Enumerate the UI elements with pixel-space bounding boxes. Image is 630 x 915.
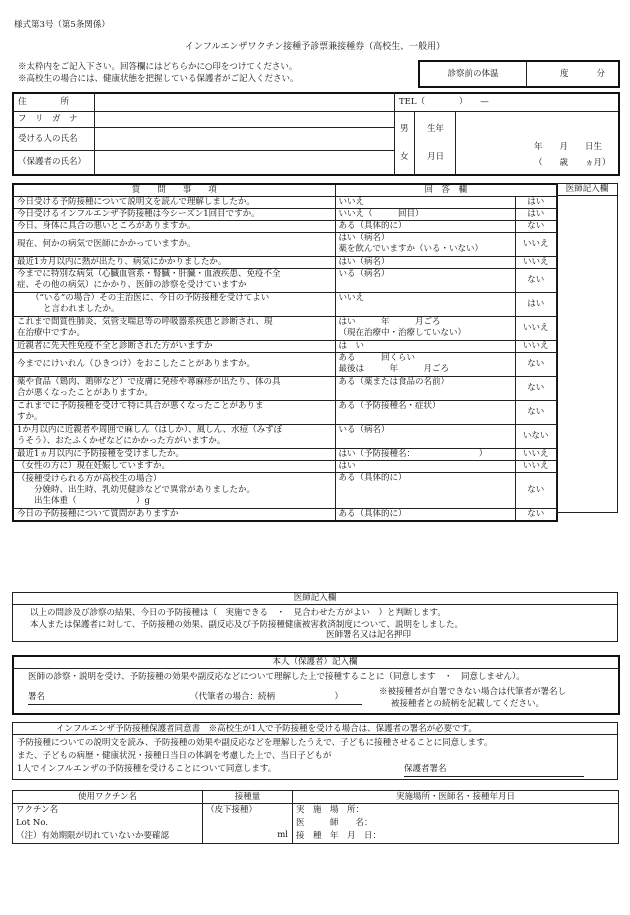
answer-option-a[interactable]: 薬を飲んでいますか（いる・いない）: [338, 243, 484, 254]
male-option[interactable]: 男: [400, 124, 409, 134]
question-row: [13, 448, 557, 460]
question-row: [13, 400, 557, 424]
answer-option-a[interactable]: はい（病名）: [338, 232, 390, 243]
question-row: [13, 508, 557, 521]
answer-option-b[interactable]: ない: [515, 352, 557, 376]
instruction-note-2: ※高校生の場合には、健康状態を把握している保護者がご記入ください。: [18, 74, 299, 84]
consent-statement[interactable]: 医師の診察・説明を受け、予防接種の効果や副反応などについて理解した上で接種することに（同意します ・ 同意しません）。: [28, 672, 525, 682]
birthdate-field[interactable]: 年 月 日生: [534, 142, 603, 152]
place-header: 実施場所・医師名・接種年月日: [293, 791, 619, 804]
question-text: （接種受けられる方が高校生の場合）: [17, 473, 162, 484]
question-text: 症、その他の病気）にかかり、医師の診察を受けていますか: [17, 280, 247, 290]
guardian-consent-title: インフルエンザ予防接種保護者同意書 ※高校生が1人で予防接種を受ける場合は、保護者の署名が必要です。: [56, 724, 477, 734]
answer-option-b[interactable]: いいえ: [515, 232, 557, 256]
question-text: これまで間質性肺炎、気管支喘息等の呼吸器系疾患と診断され、現: [17, 317, 273, 327]
age-field: （ 歳 ヵ月）: [534, 158, 611, 168]
question-text: 最近1ヵ月以内に予防接種を受けましたか。: [17, 448, 184, 459]
answer-option-b[interactable]: ない: [515, 400, 557, 424]
answer-option-a[interactable]: ある（具体的に）: [338, 472, 407, 483]
vaccine-name-header: 使用ワクチン名: [13, 791, 203, 804]
answer-option-b[interactable]: はい: [515, 208, 557, 220]
answer-option-b[interactable]: はい: [515, 292, 557, 316]
question-row: [13, 268, 557, 292]
doctor-signature-field[interactable]: 医師署名又は記名押印: [326, 630, 412, 640]
question-row: [13, 292, 557, 316]
guardian-consent-line-1: 予防接種についての説明文を読み、予防接種の効果や副反応などを理解したうえで、子どもに接種させることに同意します。: [17, 738, 493, 748]
expiry-note: （注）有効期限が切れていないか要確認: [16, 831, 170, 841]
question-text: 今日の予防接種について質問がありますか: [17, 508, 179, 519]
answer-option-a[interactable]: は い: [338, 340, 365, 351]
answer-option-a[interactable]: いいえ: [338, 292, 365, 303]
question-text: 最近1カ月以内に熱が出たり、病気にかかりましたか。: [17, 256, 227, 267]
dose-unit: ml: [277, 830, 288, 840]
doctor-name-field[interactable]: 医 師 名：: [296, 818, 373, 828]
question-row: [13, 460, 557, 472]
question-text: すか。: [17, 412, 43, 422]
vaccine-table: [12, 790, 619, 844]
question-text: （“いる”の場合）その主治医に、今日の予防接種を受けてよい: [31, 293, 270, 303]
question-row: [13, 316, 557, 340]
question-row: [13, 472, 557, 508]
question-text: 分娩時、出生時、乳幼児健診などで異常がありましたか。: [17, 484, 256, 495]
answer-option-a[interactable]: ある（具体的に）: [338, 508, 407, 519]
questionnaire-table: [12, 183, 558, 522]
question-text: これまでに予防接種を受けて特に具合が悪くなったことがありま: [17, 401, 264, 411]
answer-option-b[interactable]: いいえ: [515, 340, 557, 352]
doctor-notes-header: 医師記入欄: [557, 184, 618, 196]
question-text: （女性の方に）現在妊娠していますか。: [17, 460, 171, 471]
answer-option-b[interactable]: はい: [515, 196, 557, 208]
answer-option-b[interactable]: いいえ: [515, 316, 557, 340]
consent-signature-label: 署名: [28, 692, 46, 702]
guardian-name-label: （保護者の氏名）: [18, 157, 87, 167]
answer-option-b[interactable]: ない: [515, 268, 557, 292]
female-option[interactable]: 女: [400, 152, 409, 162]
answer-option-a[interactable]: ある（予防接種名・症状）: [338, 400, 441, 411]
question-text: 今日受けるインフルエンザ予防接種は今シーズン1回目ですか。: [17, 208, 260, 219]
answer-option-b[interactable]: いいえ: [515, 448, 557, 460]
question-text: 近親者に先天性免疫不全と診断された方がいますか: [17, 340, 213, 351]
guardian-signature-label: 保護者署名: [404, 764, 447, 774]
question-text: と言われましたか。: [43, 304, 120, 314]
proxy-note-1: ※被接種者が自署できない場合は代筆者が署名し: [379, 687, 567, 697]
tel-field[interactable]: TEL（ ） —: [399, 97, 489, 107]
doctor-section-title: 医師記入欄: [293, 593, 337, 603]
answer-option-b[interactable]: ない: [515, 508, 557, 521]
answer-option-a[interactable]: ある（具体的に）: [338, 220, 407, 231]
answer-option-b[interactable]: いない: [515, 424, 557, 448]
address-field[interactable]: [100, 95, 390, 109]
answer-header: 回 答 欄: [335, 184, 557, 196]
question-row: [13, 352, 557, 376]
answer-option-a[interactable]: はい（予防接種名： ）: [338, 448, 488, 459]
answer-option-a[interactable]: いる（病名）: [338, 268, 390, 279]
injection-type: （皮下接種）: [206, 805, 258, 815]
question-text: 在治療中ですか。: [17, 328, 86, 338]
proxy-note-2: 被接種者との続柄を記載してください。: [391, 699, 545, 709]
doctor-judgement-line: 以上の問診及び診察の結果、今日の予防接種は（ 実施できる ・ 見合わせた方がよい ）と判断します。: [30, 608, 446, 618]
vaccine-name-field[interactable]: ワクチン名: [16, 805, 59, 815]
doctor-explanation-line: 本人または保護者に対して、予防接種の効果、副反応及び予防接種健康被害救済制度について、説明をしました。: [30, 620, 463, 630]
question-text: 薬や食品（鶏肉、鶏卵など）で皮膚に発疹や蕁麻疹が出たり、体の具: [17, 377, 281, 387]
doctor-notes-field[interactable]: [557, 196, 618, 513]
question-header: 質 問 事 項: [13, 184, 335, 196]
answer-option-a[interactable]: いる（病名）: [338, 424, 390, 435]
question-row: [13, 256, 557, 268]
answer-option-a[interactable]: はい 年 月ごろ: [338, 316, 441, 327]
temperature-box: [418, 60, 620, 88]
answer-option-a[interactable]: はい（病名）: [338, 256, 390, 267]
recipient-name-label: 受ける人の氏名: [18, 134, 78, 144]
question-text: 今日、身体に具合の悪いところがありますか。: [17, 220, 196, 231]
guardian-consent-line-3: 1人でインフルエンザの予防接種を受けることについて同意します。: [17, 764, 277, 774]
answer-option-a[interactable]: ある 回くらい: [338, 352, 416, 363]
question-row: [13, 424, 557, 448]
vaccination-date-field[interactable]: 接 種 年 月 日：: [296, 831, 382, 841]
question-row: [13, 208, 557, 220]
place-field[interactable]: 実 施 場 所：: [296, 805, 365, 815]
question-row: [13, 376, 557, 400]
form-number: 様式第3号（第5条関係）: [14, 20, 110, 30]
question-row: [13, 220, 557, 232]
answer-option-a[interactable]: いいえ: [338, 196, 365, 207]
answer-option-a[interactable]: いいえ（ 回目）: [338, 208, 424, 219]
question-text: 合が悪くなったことがありますか。: [17, 388, 154, 398]
answer-option-b[interactable]: ない: [515, 376, 557, 400]
question-text: 1か月以内に近親者や周囲で麻しん（はしか）、風しん、水痘（みずぼ: [17, 425, 283, 435]
birth-label-1: 生年: [427, 124, 445, 134]
answer-option-b[interactable]: ない: [515, 220, 557, 232]
answer-option-a[interactable]: （現在治療中・治療していない）: [338, 327, 467, 338]
question-text: 今までに特別な病気（心臓血管系・腎臓・肝臓・血液疾患、免疫不全: [17, 269, 281, 279]
question-text: 出生体重（ ）g: [17, 495, 150, 506]
doctor-notes-column: [556, 183, 618, 513]
form-title: インフルエンザワクチン接種予診票兼接種券（高校生、一般用）: [184, 42, 446, 52]
question-row: [13, 196, 557, 208]
dose-header: 接種量: [203, 791, 293, 804]
answer-option-a[interactable]: はい: [338, 460, 356, 471]
answer-option-a[interactable]: 最後は 年 月ごろ: [338, 363, 450, 374]
proxy-relationship-field[interactable]: （代筆者の場合：続柄 ）: [190, 692, 344, 702]
lot-number-field[interactable]: Lot No.: [16, 818, 48, 828]
question-text: うそう）、おたふくかぜなどにかかった方がいますか。: [17, 436, 226, 446]
furigana-label: フ リ ガ ナ: [18, 114, 78, 124]
question-row: [13, 340, 557, 352]
temperature-label: 診察前の体温: [419, 61, 527, 87]
answer-option-b[interactable]: いいえ: [515, 460, 557, 472]
birth-label-2: 月日: [427, 152, 445, 162]
question-text: 現在、何かの病気で医師にかかっていますか。: [17, 238, 196, 249]
address-label: 住 所: [18, 97, 70, 107]
instruction-note-1: ※太枠内をご記入下さい。回答欄にはどちらかに○印をつけてください。: [18, 62, 298, 72]
guardian-consent-line-2: また、子どもの病歴・健康状況・接種日当日の体調を考慮した上で、当日子どもが: [17, 751, 332, 761]
question-row: [13, 232, 557, 256]
question-text: 今日受ける予防接種について説明文を読んで理解しましたか。: [17, 196, 255, 207]
temperature-input[interactable]: 度 分: [527, 61, 620, 87]
answer-option-a[interactable]: ある（薬または食品の名前）: [338, 376, 450, 387]
answer-option-b[interactable]: ない: [515, 472, 557, 508]
answer-option-b[interactable]: いいえ: [515, 256, 557, 268]
question-text: 今までにけいれん（ひきつけ）をおこしたことがありますか。: [17, 358, 256, 369]
consent-section-title: 本人（保護者）記入欄: [272, 657, 358, 667]
